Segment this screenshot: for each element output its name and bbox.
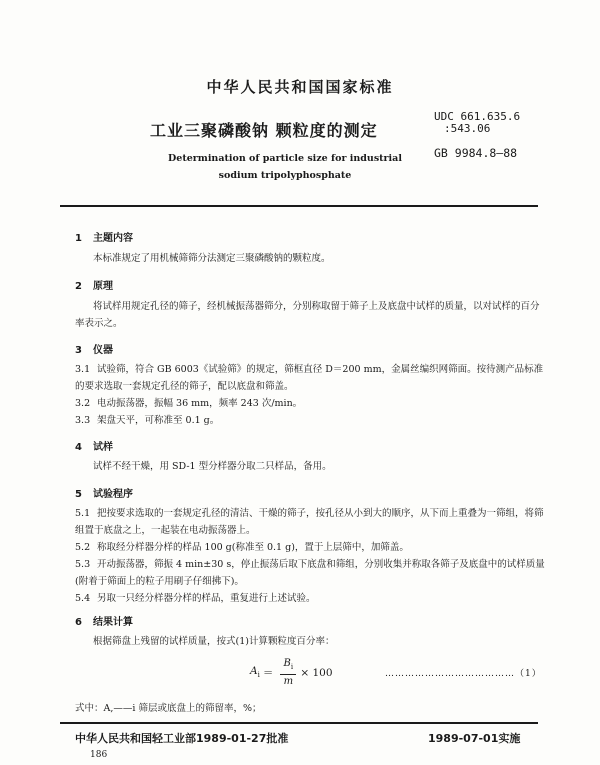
- section-heading-3: 3 仪器: [75, 345, 113, 356]
- clause-3-2: 3.2 电动振荡器，振幅 36 mm，频率 243 次/min。: [75, 398, 303, 409]
- section-heading-5: 5 试验程序: [75, 489, 133, 500]
- formula-denominator: m: [283, 676, 294, 687]
- formula-lhs-sub: i: [257, 671, 260, 680]
- formula: [250, 658, 333, 687]
- udc-line2: :543.06: [444, 122, 491, 135]
- document-title: 工业三聚磷酸钠 颗粒度的测定: [150, 121, 378, 140]
- formula-lhs: A: [250, 665, 258, 678]
- where-text: 式中：A,——i 筛层或底盘上的筛留率，%；: [75, 703, 262, 714]
- gb-number: GB 9984.8—88: [434, 146, 518, 160]
- section-1-text: 本标准规定了用机械筛筛分法测定三聚磷酸钠的颗粒度。: [93, 253, 331, 264]
- footer-divider: [60, 722, 538, 724]
- clause-3-1: 3.1 试验筛，符合 GB 6003《试验筛》的规定，筛框直径 D＝200 mm，金属丝编织网筛面。按待测产品标准的要求选取一套规定孔径的筛子，配以底盘和筛盖。: [75, 364, 544, 392]
- english-title: [150, 150, 420, 184]
- clause-3-3: 3.3 架盘天平，可称准至 0.1 g。: [75, 415, 220, 426]
- header-divider: [60, 205, 538, 207]
- clause-5-3: 5.3 开动振荡器，筛振 4 min±30 s，停止振荡后取下底盘和筛组，分别收集并称取各筛子及底盘中的试样质量(附着于筛面上的粒子用刷子仔细拂下)。: [75, 559, 545, 587]
- udc-code: [434, 111, 520, 135]
- implementation-text: 1989-07-01实施: [428, 732, 521, 745]
- clause-5-4: 5.4 另取一只经分样器分样的样品，重复进行上述试验。: [75, 593, 316, 604]
- formula-equals: ＝: [262, 667, 274, 679]
- clause-5-2: 5.2 称取经分样器分样的样品 100 g(称准至 0.1 g)，置于上层筛中，加筛盖。: [75, 542, 409, 553]
- section-heading-6: 6 结果计算: [75, 617, 133, 628]
- udc-line1: UDC 661.635.6: [434, 110, 521, 123]
- clause-5-1: 5.1 把按要求选取的一套规定孔径的清洁、干燥的筛子，按孔径从小到大的顺序，从下而上重叠为一筛组，将筛组置于底盘之上，一起装在电动振荡器上。: [75, 508, 544, 536]
- section-4-text: 试样不经干燥，用 SD-1 型分样器分取二只样品，备用。: [93, 461, 332, 472]
- formula-numerator-sub: i: [290, 663, 294, 671]
- equation-number: …………………………………（1）: [385, 669, 542, 679]
- section-6-text: 根据筛盘上残留的试样质量，按式(1)计算颗粒度百分率：: [93, 636, 335, 647]
- formula-fraction: [280, 658, 296, 687]
- english-title-line2: sodium tripolyphosphate: [218, 170, 352, 181]
- formula-times: × 100: [300, 666, 333, 679]
- standard-title: 中华人民共和国国家标准: [206, 78, 394, 96]
- section-heading-1: 1 主题内容: [75, 233, 133, 244]
- english-title-line1: Determination of particle size for industrial: [168, 153, 402, 164]
- section-heading-4: 4 试样: [75, 442, 113, 453]
- section-2-text: 将试样用规定孔径的筛子，经机械振荡器筛分，分别称取留于筛子上及底盘中试样的质量，以对试样的百分率表示之。: [75, 301, 540, 329]
- approval-text: 中华人民共和国轻工业部1989-01-27批准: [75, 732, 289, 745]
- page-number: 186: [90, 750, 108, 760]
- formula-numerator: B: [283, 658, 291, 669]
- section-heading-2: 2 原理: [75, 281, 113, 292]
